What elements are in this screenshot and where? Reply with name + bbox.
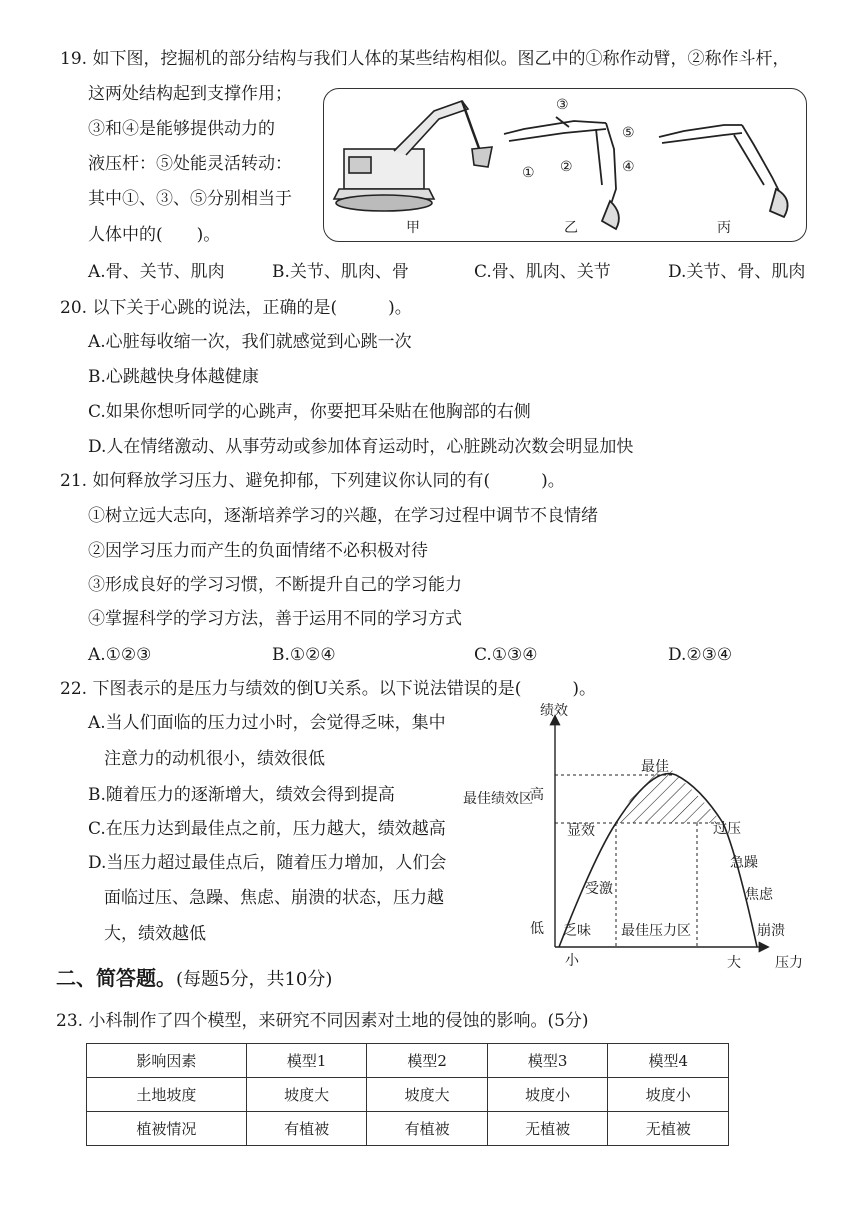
- optimal-pressure-zone-label: 最佳压力区: [621, 923, 691, 939]
- q19-line-1: 19. 如下图，挖掘机的部分结构与我们人体的某些结构相似。图乙中的①称作动臂，②称作斗杆，: [60, 49, 790, 69]
- table-header-cell: 模型4: [608, 1044, 729, 1078]
- optimal-performance-zone-label: 最佳绩效区: [463, 791, 533, 807]
- table-cell: 土地坡度: [87, 1078, 247, 1112]
- optimal-zone-hatch: [616, 768, 723, 823]
- table-cell: 有植被: [367, 1112, 488, 1146]
- marker-4: ④: [622, 159, 635, 175]
- q20-option-d[interactable]: D.人在情绪激动、从事劳动或参加体育运动时，心脏跳动次数会明显加快: [88, 437, 634, 457]
- q19-line-6: 人体中的( )。: [88, 225, 221, 245]
- q19-option-d[interactable]: D.关节、骨、肌肉: [668, 262, 806, 282]
- q19-option-c[interactable]: C.骨、肌肉、关节: [474, 262, 611, 282]
- x-tick-large: 大: [727, 955, 741, 971]
- table-cell: 坡度小: [487, 1078, 608, 1112]
- label-irritable: 急躁: [730, 855, 758, 871]
- q21-option-b[interactable]: B.①②④: [272, 645, 336, 665]
- table-cell: 坡度大: [367, 1078, 488, 1112]
- q21-item-4: ④掌握科学的学习方法，善于运用不同的学习方式: [88, 609, 462, 629]
- marker-2: ②: [560, 159, 573, 175]
- table-row: [87, 1078, 729, 1112]
- q22-option-d-line2: 面临过压、急躁、焦虑、崩溃的状态，压力越: [104, 888, 444, 908]
- q22-option-c[interactable]: C.在压力达到最佳点之前，压力越大，绩效越高: [88, 819, 446, 839]
- section-2-title-sub: (每题5分，共10分): [176, 969, 333, 990]
- table-cell: 无植被: [608, 1112, 729, 1146]
- label-effective: 显效: [567, 823, 595, 839]
- table-cell: 无植被: [487, 1112, 608, 1146]
- q21-option-c[interactable]: C.①③④: [474, 645, 538, 665]
- q19-option-b[interactable]: B.关节、肌肉、骨: [272, 262, 409, 282]
- q22-option-a-line2: 注意力的动机很小，绩效很低: [104, 749, 325, 769]
- section-2-title: [56, 965, 332, 993]
- q19-line-3: ③和④是能够提供动力的: [88, 119, 275, 139]
- q21-option-d[interactable]: D.②③④: [668, 645, 733, 665]
- q22-option-d-line3: 大，绩效越低: [104, 924, 206, 944]
- figure-label-bing: 丙: [717, 220, 731, 236]
- y-tick-high: 高: [530, 787, 544, 803]
- q22-option-a-line1[interactable]: A.当人们面临的压力过小时，会觉得乏味，集中: [88, 713, 446, 733]
- arm-markers: [522, 97, 635, 181]
- excavator-illustration: [324, 89, 806, 241]
- q21-stem: 21. 如何释放学习压力、避免抑郁，下列建议你认同的有( )。: [60, 471, 565, 491]
- q21-option-a[interactable]: A.①②③: [88, 645, 152, 665]
- q19-option-a[interactable]: A.骨、关节、肌肉: [88, 262, 225, 282]
- q19-line-4: 液压杆：⑤处能灵活转动：: [88, 154, 292, 174]
- q20-option-a[interactable]: A.心脏每收缩一次，我们就感觉到心跳一次: [88, 332, 412, 352]
- peak-label: 最佳: [641, 759, 669, 775]
- q23-stem: 23. 小科制作了四个模型，来研究不同因素对土地的侵蚀的影响。(5分): [56, 1011, 589, 1031]
- marker-3: ③: [556, 97, 569, 113]
- table-header-cell: 影响因素: [87, 1044, 247, 1078]
- q23-table: [86, 1043, 729, 1146]
- table-cell: 有植被: [246, 1112, 367, 1146]
- label-anxious: 焦虑: [745, 887, 773, 903]
- q22-option-d-line1[interactable]: D.当压力超过最佳点后，随着压力增加，人们会: [88, 853, 447, 873]
- q21-item-1: ①树立远大志向，逐渐培养学习的兴趣，在学习过程中调节不良情绪: [88, 506, 598, 526]
- label-breakdown: 崩溃: [757, 923, 785, 939]
- figure-label-jia: 甲: [406, 220, 420, 236]
- table-row: [87, 1112, 729, 1146]
- table-header-cell: 模型1: [246, 1044, 367, 1078]
- q19-line-5: 其中①、③、⑤分别相当于: [88, 189, 292, 209]
- x-axis-label: 压力: [775, 955, 803, 971]
- excavator-arm-bent: [659, 125, 788, 217]
- q21-item-3: ③形成良好的学习习惯，不断提升自己的学习能力: [88, 575, 462, 595]
- table-cell: 坡度大: [246, 1078, 367, 1112]
- q20-option-c[interactable]: C.如果你想听同学的心跳声，你要把耳朵贴在他胸部的右侧: [88, 402, 531, 422]
- table-header-row: [87, 1044, 729, 1078]
- label-boredom: 乏味: [563, 923, 591, 939]
- table-header-cell: 模型2: [367, 1044, 488, 1078]
- x-tick-small: 小: [565, 953, 579, 969]
- excavator-figure: [323, 88, 807, 242]
- table-header-cell: 模型3: [487, 1044, 608, 1078]
- marker-1: ①: [522, 165, 535, 181]
- pressure-performance-chart: [455, 695, 830, 975]
- figure-label-yi: 乙: [564, 220, 578, 236]
- q19-line-2: 这两处结构起到支撑作用；: [88, 84, 292, 104]
- q21-item-2: ②因学习压力而产生的负面情绪不必积极对待: [88, 541, 428, 561]
- marker-5: ⑤: [622, 125, 635, 141]
- y-axis-label: 绩效: [540, 703, 568, 719]
- label-overstress: 过压: [713, 821, 741, 837]
- y-tick-low: 低: [530, 921, 544, 937]
- label-stimulated: 受激: [585, 881, 613, 897]
- section-2-title-main: 二、简答题。: [56, 966, 176, 990]
- q20-stem: 20. 以下关于心跳的说法，正确的是( )。: [60, 298, 412, 318]
- excavator-full-drawing: [334, 101, 492, 211]
- q22-stem: 22. 下图表示的是压力与绩效的倒U关系。以下说法错误的是( )。: [60, 679, 597, 699]
- table-cell: 坡度小: [608, 1078, 729, 1112]
- table-cell: 植被情况: [87, 1112, 247, 1146]
- q22-option-b[interactable]: B.随着压力的逐渐增大，绩效会得到提高: [88, 785, 395, 805]
- q20-option-b[interactable]: B.心跳越快身体越健康: [88, 367, 259, 387]
